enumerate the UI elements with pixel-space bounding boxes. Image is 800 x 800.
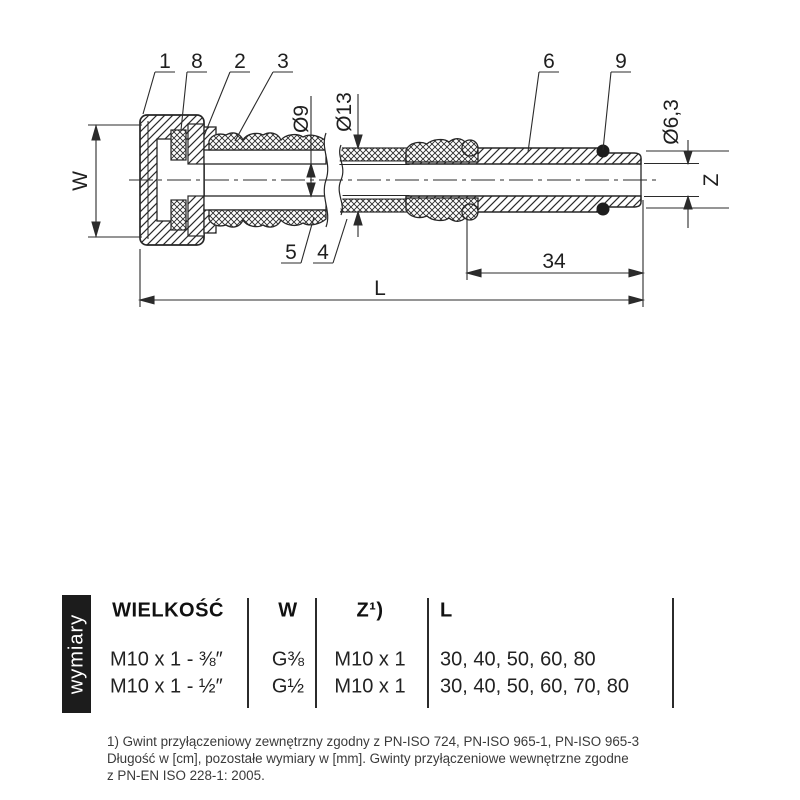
dia63-arrow-bottom [684, 197, 692, 210]
callout-3: 3 [277, 50, 289, 73]
ferrule-bead-bottom [462, 204, 478, 220]
table-divider-1 [247, 598, 249, 708]
table-divider-2 [315, 598, 317, 708]
dim-label-dia63: Ø6,3 [660, 99, 683, 145]
dia9-arrow-up [307, 164, 315, 177]
callout-2: 2 [234, 50, 246, 73]
callout-1: 1 [159, 50, 171, 73]
table-header-w: W [278, 599, 298, 622]
callout-4: 4 [317, 241, 329, 264]
hose-braid-top [337, 148, 409, 161]
gasket-top [171, 130, 186, 160]
leader-9 [603, 72, 631, 150]
dia63-arrow-top [684, 151, 692, 164]
table-header-z: Z¹) [356, 599, 384, 622]
stem-wall-bottom [204, 196, 326, 210]
callout-5: 5 [285, 241, 297, 264]
dim-label-z: Z [700, 173, 723, 187]
dimensions-sidebar-tab [62, 595, 91, 713]
footnote-line-3: z PN-EN ISO 228-1: 2005. [107, 768, 265, 783]
hose-wall-bottom [337, 196, 409, 200]
dimL-arrow-left [140, 296, 154, 304]
row-w-value: G½ [271, 675, 305, 698]
table-header-size: WIELKOŚĆ [112, 599, 224, 622]
callout-8: 8 [191, 50, 203, 73]
sidebar-label: wymiary [65, 613, 87, 695]
dia9-arrow-down [307, 183, 315, 196]
footnote-line-2: Długość w [cm], pozostałe wymiary w [mm]. Gwinty przyłączeniowe wewnętrzne zgodne [107, 751, 629, 766]
row-w-value: G⅜ [271, 648, 305, 671]
dim-label-dia9: Ø9 [290, 104, 313, 134]
table-header-l: L [440, 599, 453, 622]
dia13-arrow-top [354, 135, 362, 148]
callout-6: 6 [543, 50, 555, 73]
hose-wall-top [337, 161, 409, 165]
insert-flange-bottom [188, 196, 204, 236]
insert-flange-top [188, 124, 204, 164]
crimp-sleeve-bottom [209, 210, 326, 227]
callout-9: 9 [615, 50, 627, 73]
dim-label-34: 34 [542, 250, 566, 273]
dia13-arrow-bottom [354, 212, 362, 225]
dimL-arrow-right [629, 296, 643, 304]
table-divider-4 [672, 598, 674, 708]
gasket-bottom [171, 200, 186, 230]
dim34-arrow-right [629, 269, 643, 277]
dim34-arrow-left [467, 269, 481, 277]
crimp-sleeve-top [209, 133, 326, 150]
leader-1 [143, 72, 175, 114]
row-z-value: M10 x 1 [334, 648, 406, 671]
table-divider-3 [427, 598, 429, 708]
dim-label-w: W [69, 171, 92, 191]
w-arrow-down [92, 222, 100, 236]
ferrule-bead-top [462, 140, 478, 156]
dim-label-dia13: Ø13 [333, 92, 356, 132]
o-ring-bottom [597, 203, 610, 216]
leader-6 [528, 72, 559, 152]
w-arrow-up [92, 126, 100, 140]
leader-3 [235, 72, 293, 141]
stem-wall-top [204, 150, 326, 164]
row-l-value: 30, 40, 50, 60, 80 [440, 648, 596, 671]
row-l-value: 30, 40, 50, 60, 70, 80 [440, 675, 630, 698]
row-size-value: M10 x 1 - ½″ [110, 675, 223, 698]
row-size-value: M10 x 1 - ⅜″ [110, 648, 223, 671]
dim-label-L: L [374, 277, 386, 300]
footnote-line-1: 1) Gwint przyłączeniowy zewnętrzny zgodny z PN-ISO 724, PN-ISO 965-1, PN-ISO 965-3 [107, 734, 640, 749]
row-z-value: M10 x 1 [334, 675, 406, 698]
hose-braid-bottom [337, 199, 409, 212]
footnote [107, 733, 682, 784]
